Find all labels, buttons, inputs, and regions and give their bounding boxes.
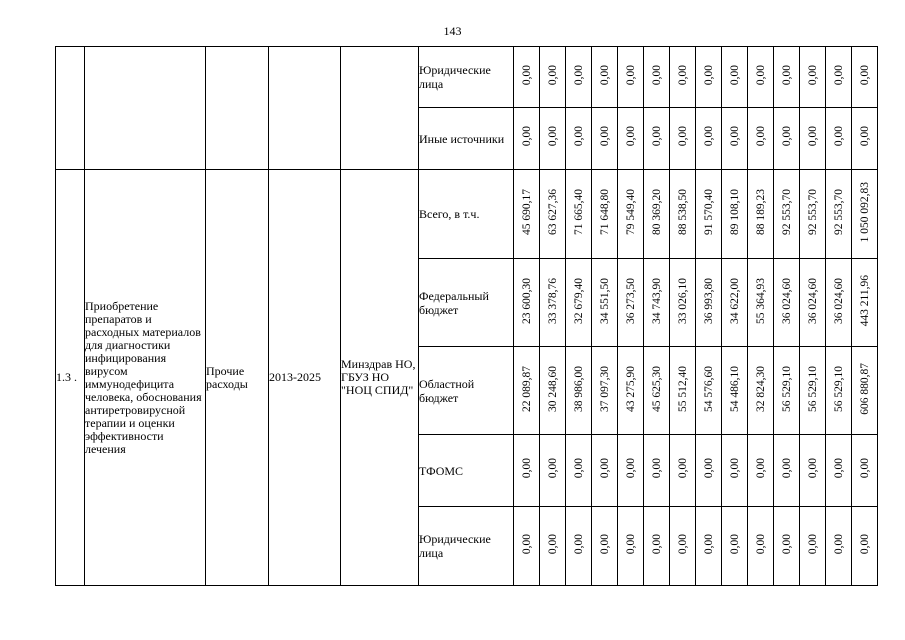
value-text: 37 097,30 xyxy=(598,365,611,412)
value-cell xyxy=(566,347,592,435)
value-text: 34 743,90 xyxy=(650,277,663,324)
value-text: 71 648,80 xyxy=(598,189,611,235)
value-text: 0,00 xyxy=(520,458,533,479)
value-cell xyxy=(618,108,644,170)
value-text: 91 570,40 xyxy=(702,189,715,235)
value-text: 0,00 xyxy=(858,458,871,479)
value-text: 0,00 xyxy=(624,533,637,555)
value-cell xyxy=(540,170,566,259)
value-cell xyxy=(592,259,618,347)
value-cell xyxy=(748,259,774,347)
value-text: 0,00 xyxy=(728,64,741,86)
value-cell xyxy=(748,435,774,507)
value-cell xyxy=(670,507,696,586)
value-text: 0,00 xyxy=(650,533,663,555)
value-cell xyxy=(826,259,852,347)
value-cell xyxy=(514,347,540,435)
page-number: 143 xyxy=(443,24,462,38)
funding-source: Юридические лица xyxy=(419,507,514,586)
value-text: 0,00 xyxy=(650,458,663,479)
funding-source: Юридические лица xyxy=(419,47,514,108)
value-text: 0,00 xyxy=(754,533,767,555)
value-cell xyxy=(748,347,774,435)
value-cell xyxy=(774,108,800,170)
value-text: 0,00 xyxy=(598,533,611,555)
period: 2013-2025 xyxy=(269,170,341,586)
value-cell xyxy=(644,347,670,435)
value-text: 0,00 xyxy=(598,64,611,86)
value-cell xyxy=(774,435,800,507)
value-cell xyxy=(774,347,800,435)
value-text: 45 690,17 xyxy=(520,189,533,235)
empty-code-cell xyxy=(56,47,85,170)
value-text: 0,00 xyxy=(624,458,637,479)
value-text: 92 553,70 xyxy=(832,189,845,235)
value-text: 0,00 xyxy=(754,126,767,147)
value-text: 0,00 xyxy=(728,458,741,479)
value-text: 0,00 xyxy=(676,64,689,86)
value-text: 30 248,60 xyxy=(546,365,559,412)
empty-period-cell xyxy=(269,47,341,170)
value-cell xyxy=(540,47,566,108)
value-cell xyxy=(826,507,852,586)
value-text: 54 486,10 xyxy=(728,365,741,412)
value-text: 0,00 xyxy=(572,458,585,479)
value-cell xyxy=(852,108,878,170)
value-cell xyxy=(852,347,878,435)
value-cell xyxy=(670,170,696,259)
value-cell xyxy=(748,47,774,108)
value-text: 63 627,36 xyxy=(546,189,559,235)
value-text: 0,00 xyxy=(598,126,611,147)
value-cell xyxy=(618,170,644,259)
value-cell xyxy=(670,108,696,170)
empty-executor-cell xyxy=(341,47,419,170)
value-text: 38 986,00 xyxy=(572,365,585,412)
value-cell xyxy=(514,108,540,170)
value-cell xyxy=(670,347,696,435)
value-cell xyxy=(592,435,618,507)
value-text: 0,00 xyxy=(572,64,585,86)
value-cell xyxy=(644,507,670,586)
value-text: 0,00 xyxy=(520,533,533,555)
value-cell xyxy=(644,170,670,259)
value-text: 23 600,30 xyxy=(520,277,533,324)
value-text: 0,00 xyxy=(858,64,871,86)
value-cell xyxy=(826,108,852,170)
budget-table xyxy=(55,46,878,586)
value-text: 89 108,10 xyxy=(728,189,741,235)
value-cell xyxy=(592,347,618,435)
empty-type-cell xyxy=(206,47,269,170)
value-text: 0,00 xyxy=(702,64,715,86)
value-cell xyxy=(670,435,696,507)
value-text: 0,00 xyxy=(728,126,741,147)
value-text: 0,00 xyxy=(702,126,715,147)
value-text: 0,00 xyxy=(546,126,559,147)
value-text: 0,00 xyxy=(754,458,767,479)
value-cell xyxy=(748,108,774,170)
value-text: 92 553,70 xyxy=(780,189,793,235)
value-text: 606 880,87 xyxy=(858,362,871,415)
executor: Минздрав НО, ГБУЗ НО "НОЦ СПИД" xyxy=(341,170,419,586)
value-cell xyxy=(618,347,644,435)
value-text: 0,00 xyxy=(728,533,741,555)
value-cell xyxy=(800,170,826,259)
value-cell xyxy=(826,47,852,108)
value-cell xyxy=(592,108,618,170)
value-cell xyxy=(852,435,878,507)
value-cell xyxy=(592,47,618,108)
value-text: 0,00 xyxy=(546,533,559,555)
value-cell xyxy=(722,507,748,586)
value-cell xyxy=(774,170,800,259)
value-cell xyxy=(722,170,748,259)
table-row xyxy=(56,170,878,259)
value-text: 22 089,87 xyxy=(520,365,533,412)
value-cell xyxy=(800,108,826,170)
value-cell xyxy=(852,170,878,259)
value-text: 0,00 xyxy=(676,458,689,479)
value-cell xyxy=(696,347,722,435)
value-cell xyxy=(514,507,540,586)
value-cell xyxy=(774,259,800,347)
value-text: 36 993,80 xyxy=(702,277,715,324)
value-text: 71 665,40 xyxy=(572,189,585,235)
value-text: 34 622,00 xyxy=(728,277,741,324)
expense-type: Прочие расходы xyxy=(206,170,269,586)
value-text: 36 024,60 xyxy=(806,277,819,324)
value-cell xyxy=(566,108,592,170)
value-text: 0,00 xyxy=(806,126,819,147)
value-text: 45 625,30 xyxy=(650,365,663,412)
value-text: 56 529,10 xyxy=(806,365,819,412)
funding-source: Областной бюджет xyxy=(419,347,514,435)
value-text: 0,00 xyxy=(598,458,611,479)
value-cell xyxy=(852,47,878,108)
funding-source: Иные источники xyxy=(419,108,514,170)
value-cell xyxy=(514,435,540,507)
value-text: 0,00 xyxy=(832,64,845,86)
value-cell xyxy=(800,259,826,347)
value-cell xyxy=(540,507,566,586)
value-cell xyxy=(696,435,722,507)
value-cell xyxy=(644,435,670,507)
value-cell xyxy=(696,47,722,108)
value-text: 0,00 xyxy=(806,64,819,86)
value-text: 0,00 xyxy=(572,126,585,147)
value-cell xyxy=(670,47,696,108)
value-cell xyxy=(514,47,540,108)
value-text: 88 189,23 xyxy=(754,189,767,235)
value-text: 0,00 xyxy=(754,64,767,86)
value-cell xyxy=(696,170,722,259)
value-cell xyxy=(722,347,748,435)
value-text: 32 679,40 xyxy=(572,277,585,324)
value-cell xyxy=(644,259,670,347)
value-cell xyxy=(800,435,826,507)
value-cell xyxy=(618,259,644,347)
value-text: 56 529,10 xyxy=(780,365,793,412)
funding-source: Федеральный бюджет xyxy=(419,259,514,347)
value-cell xyxy=(826,435,852,507)
value-text: 1 050 092,83 xyxy=(858,181,871,243)
value-text: 0,00 xyxy=(780,126,793,147)
value-cell xyxy=(722,47,748,108)
value-text: 54 576,60 xyxy=(702,365,715,412)
value-text: 32 824,30 xyxy=(754,365,767,412)
value-text: 55 512,40 xyxy=(676,365,689,412)
value-text: 0,00 xyxy=(676,533,689,555)
value-cell xyxy=(748,507,774,586)
value-text: 80 369,20 xyxy=(650,189,663,235)
value-cell xyxy=(800,47,826,108)
value-text: 0,00 xyxy=(676,126,689,147)
value-text: 0,00 xyxy=(520,126,533,147)
value-cell xyxy=(566,259,592,347)
value-cell xyxy=(800,507,826,586)
value-cell xyxy=(670,259,696,347)
value-cell xyxy=(826,347,852,435)
value-cell xyxy=(800,347,826,435)
value-text: 55 364,93 xyxy=(754,277,767,324)
value-text: 0,00 xyxy=(572,533,585,555)
value-text: 56 529,10 xyxy=(832,365,845,412)
value-cell xyxy=(540,347,566,435)
table-row xyxy=(56,47,878,108)
value-cell xyxy=(566,435,592,507)
value-cell xyxy=(644,108,670,170)
value-cell xyxy=(592,507,618,586)
value-cell xyxy=(514,170,540,259)
value-text: 79 549,40 xyxy=(624,189,637,235)
value-cell xyxy=(618,435,644,507)
value-cell xyxy=(722,435,748,507)
value-text: 0,00 xyxy=(624,126,637,147)
value-cell xyxy=(696,259,722,347)
value-cell xyxy=(566,507,592,586)
value-cell xyxy=(618,47,644,108)
value-text: 36 024,60 xyxy=(832,277,845,324)
value-text: 92 553,70 xyxy=(806,189,819,235)
value-cell xyxy=(540,259,566,347)
value-cell xyxy=(852,259,878,347)
value-text: 0,00 xyxy=(832,533,845,555)
value-text: 0,00 xyxy=(546,64,559,86)
value-text: 0,00 xyxy=(832,126,845,147)
value-cell xyxy=(722,108,748,170)
item-name: Приобретение препаратов и расходных материалов для диагностики инфицирования вирусом иммунодефицита человека, обоснования антиретровирусной терапии и оценки эффективности лечения xyxy=(85,170,206,586)
value-cell xyxy=(566,47,592,108)
value-text: 0,00 xyxy=(780,458,793,479)
value-cell xyxy=(540,435,566,507)
value-cell xyxy=(852,507,878,586)
value-text: 443 211,96 xyxy=(858,274,871,327)
value-cell xyxy=(722,259,748,347)
value-text: 43 275,90 xyxy=(624,365,637,412)
value-text: 36 273,50 xyxy=(624,277,637,324)
value-cell xyxy=(618,507,644,586)
value-cell xyxy=(566,170,592,259)
value-cell xyxy=(774,47,800,108)
item-code: 1.3 . xyxy=(56,170,85,586)
value-text: 0,00 xyxy=(702,533,715,555)
value-cell xyxy=(514,259,540,347)
value-text: 0,00 xyxy=(832,458,845,479)
value-text: 0,00 xyxy=(858,126,871,147)
value-cell xyxy=(696,507,722,586)
value-text: 0,00 xyxy=(780,533,793,555)
value-text: 0,00 xyxy=(806,533,819,555)
value-text: 36 024,60 xyxy=(780,277,793,324)
value-text: 0,00 xyxy=(806,458,819,479)
value-text: 0,00 xyxy=(780,64,793,86)
value-text: 0,00 xyxy=(858,533,871,555)
value-text: 0,00 xyxy=(650,64,663,86)
value-cell xyxy=(774,507,800,586)
funding-source: ТФОМС xyxy=(419,435,514,507)
funding-source: Всего, в т.ч. xyxy=(419,170,514,259)
value-text: 0,00 xyxy=(650,126,663,147)
value-text: 88 538,50 xyxy=(676,189,689,235)
value-cell xyxy=(826,170,852,259)
value-text: 33 378,76 xyxy=(546,277,559,324)
value-cell xyxy=(696,108,722,170)
value-text: 0,00 xyxy=(702,458,715,479)
value-text: 0,00 xyxy=(624,64,637,86)
value-cell xyxy=(748,170,774,259)
value-text: 34 551,50 xyxy=(598,277,611,324)
empty-name-cell xyxy=(85,47,206,170)
value-text: 0,00 xyxy=(546,458,559,479)
value-text: 33 026,10 xyxy=(676,277,689,324)
value-cell xyxy=(644,47,670,108)
value-cell xyxy=(540,108,566,170)
value-text: 0,00 xyxy=(520,64,533,86)
value-cell xyxy=(592,170,618,259)
